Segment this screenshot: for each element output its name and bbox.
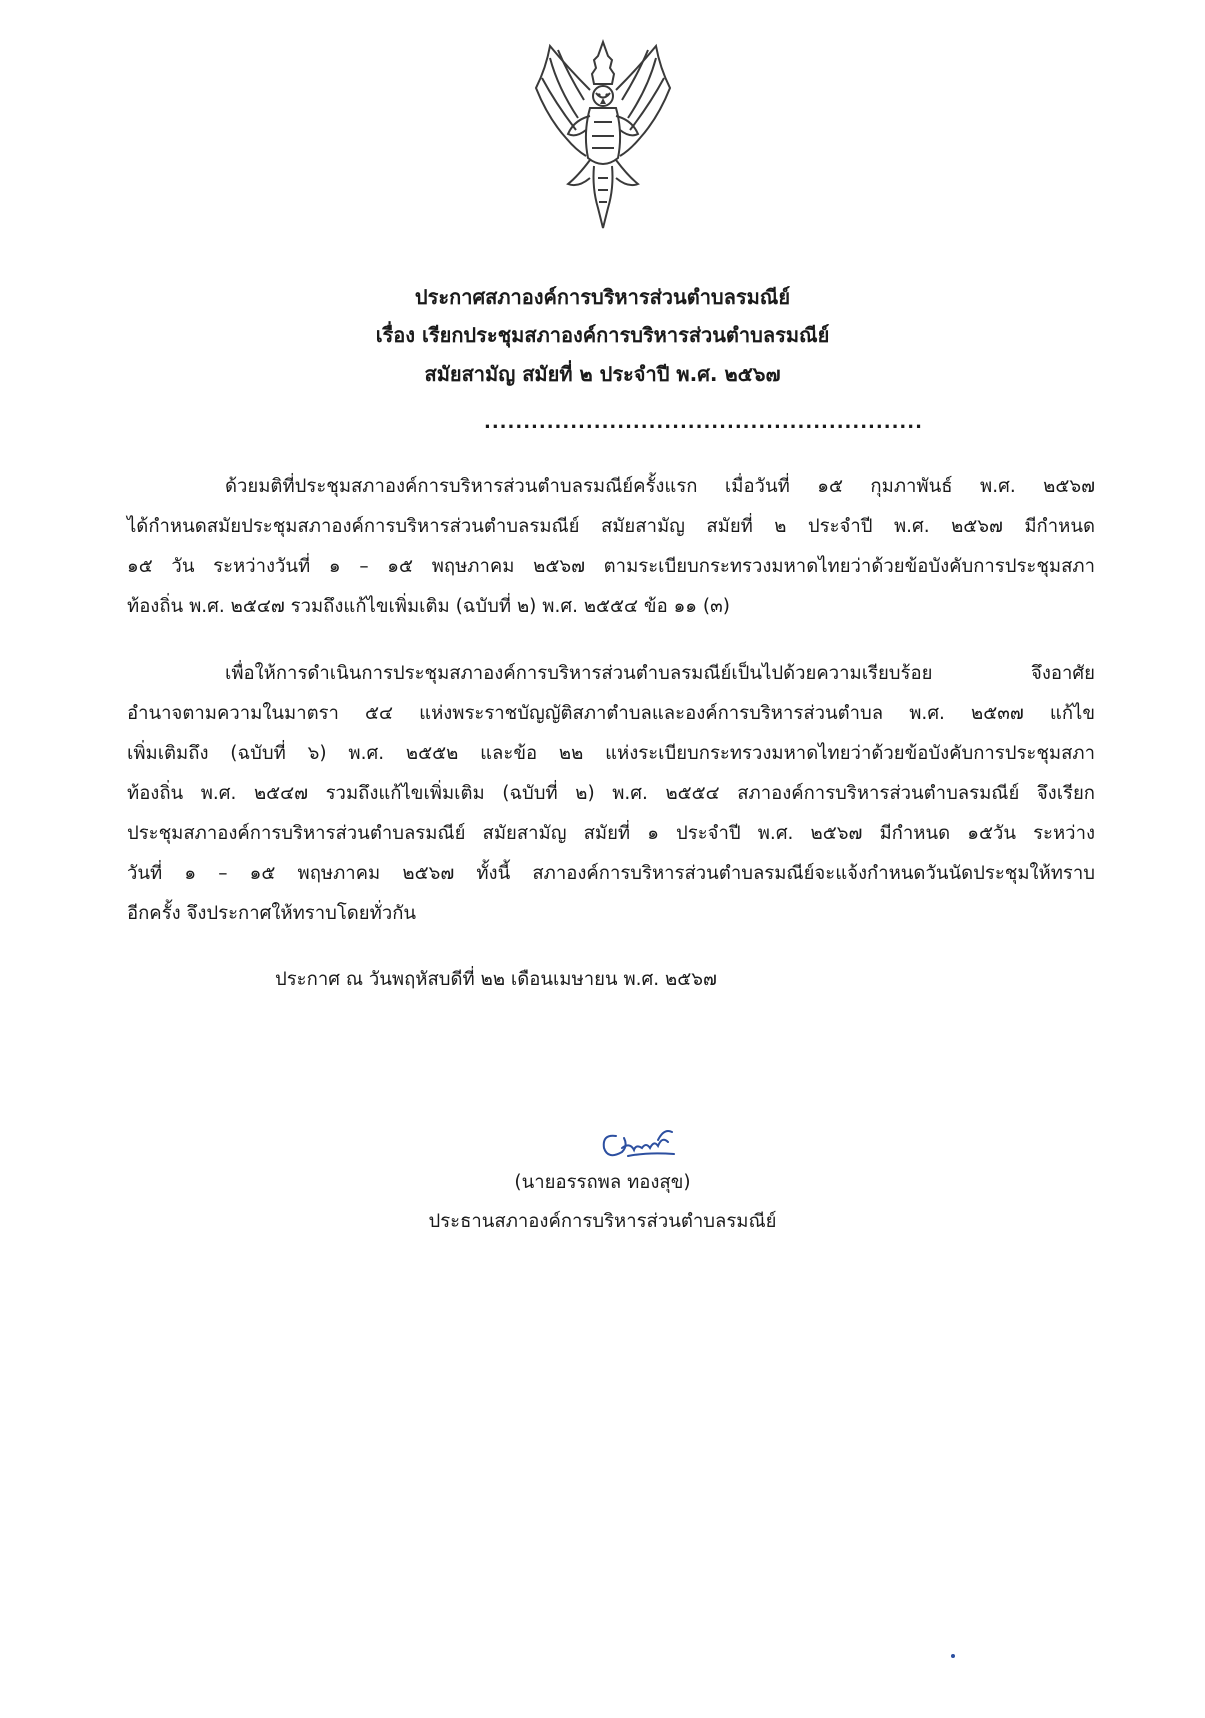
paragraph-2-line-1: เพื่อให้การดำเนินการประชุมสภาองค์การบริหารส่วนตำบลรมณีย์เป็นไปด้วยความเรียบร้อย จึงอาศัย [225,663,1095,684]
announcement-subject: เรื่อง เรียกประชุมสภาองค์การบริหารส่วนตำบลรมณีย์ [375,323,830,347]
announcement-title: ประกาศสภาองค์การบริหารส่วนตำบลรมณีย์ [414,285,791,309]
title-divider: ........................................................ [484,412,923,433]
signatory-name: (นายอรรถพล ทองสุข) [514,1172,691,1193]
ink-dot [951,1654,955,1658]
announcement-session: สมัยสามัญ สมัยที่ ๒ ประจำปี พ.ศ. ๒๕๖๗ [424,362,781,386]
announcement-date: ประกาศ ณ วันพฤหัสบดีที่ ๒๒ เดือนเมษายน พ.ศ. ๒๕๖๗ [275,969,717,990]
signature-icon [598,1122,680,1166]
signatory-title: ประธานสภาองค์การบริหารส่วนตำบลรมณีย์ [428,1211,777,1232]
paragraph-2-line-4: ท้องถิ่น พ.ศ. ๒๕๔๗ รวมถึงแก้ไขเพิ่มเติม (ฉบับที่ ๒) พ.ศ. ๒๕๕๔ สภาองค์การบริหารส่วนตำบลรมณีย์ จึงเรียก [127,783,1095,804]
paragraph-1-line-4: ท้องถิ่น พ.ศ. ๒๕๔๗ รวมถึงแก้ไขเพิ่มเติม (ฉบับที่ ๒) พ.ศ. ๒๕๕๔ ข้อ ๑๑ (๓) [127,596,731,617]
paragraph-2-line-2: อำนาจตามความในมาตรา ๕๔ แห่งพระราชบัญญัติสภาตำบลและองค์การบริหารส่วนตำบล พ.ศ. ๒๕๓๗ แก้ไข [127,703,1095,724]
paragraph-1-line-3: ๑๕ วัน ระหว่างวันที่ ๑ – ๑๕ พฤษภาคม ๒๕๖๗ ตามระเบียบกระทรวงมหาดไทยว่าด้วยข้อบังคับการประชุมสภา [127,556,1095,577]
paragraph-2-line-6: วันที่ ๑ – ๑๕ พฤษภาคม ๒๕๖๗ ทั้งนี้ สภาองค์การบริหารส่วนตำบลรมณีย์จะแจ้งกำหนดวันนัดประชุมให้ทราบ [127,863,1095,884]
paragraph-2-line-7: อีกครั้ง จึงประกาศให้ทราบโดยทั่วกัน [127,903,417,924]
garuda-emblem-icon [528,38,678,233]
paragraph-2-line-5: ประชุมสภาองค์การบริหารส่วนตำบลรมณีย์ สมัยสามัญ สมัยที่ ๑ ประจำปี พ.ศ. ๒๕๖๗ มีกำหนด ๑๕วัน ระหว่าง [127,823,1095,844]
paragraph-1-line-2: ได้กำหนดสมัยประชุมสภาองค์การบริหารส่วนตำบลรมณีย์ สมัยสามัญ สมัยที่ ๒ ประจำปี พ.ศ. ๒๕๖๗ มีกำหนด [127,516,1095,537]
paragraph-1-line-1: ด้วยมติที่ประชุมสภาองค์การบริหารส่วนตำบลรมณีย์ครั้งแรก เมื่อวันที่ ๑๕ กุมภาพันธ์ พ.ศ. ๒๕๖๗ [225,476,1095,497]
paragraph-2-line-3: เพิ่มเติมถึง (ฉบับที่ ๖) พ.ศ. ๒๕๕๒ และข้อ ๒๒ แห่งระเบียบกระทรวงมหาดไทยว่าด้วยข้อบังคับการประชุมสภา [127,743,1095,764]
